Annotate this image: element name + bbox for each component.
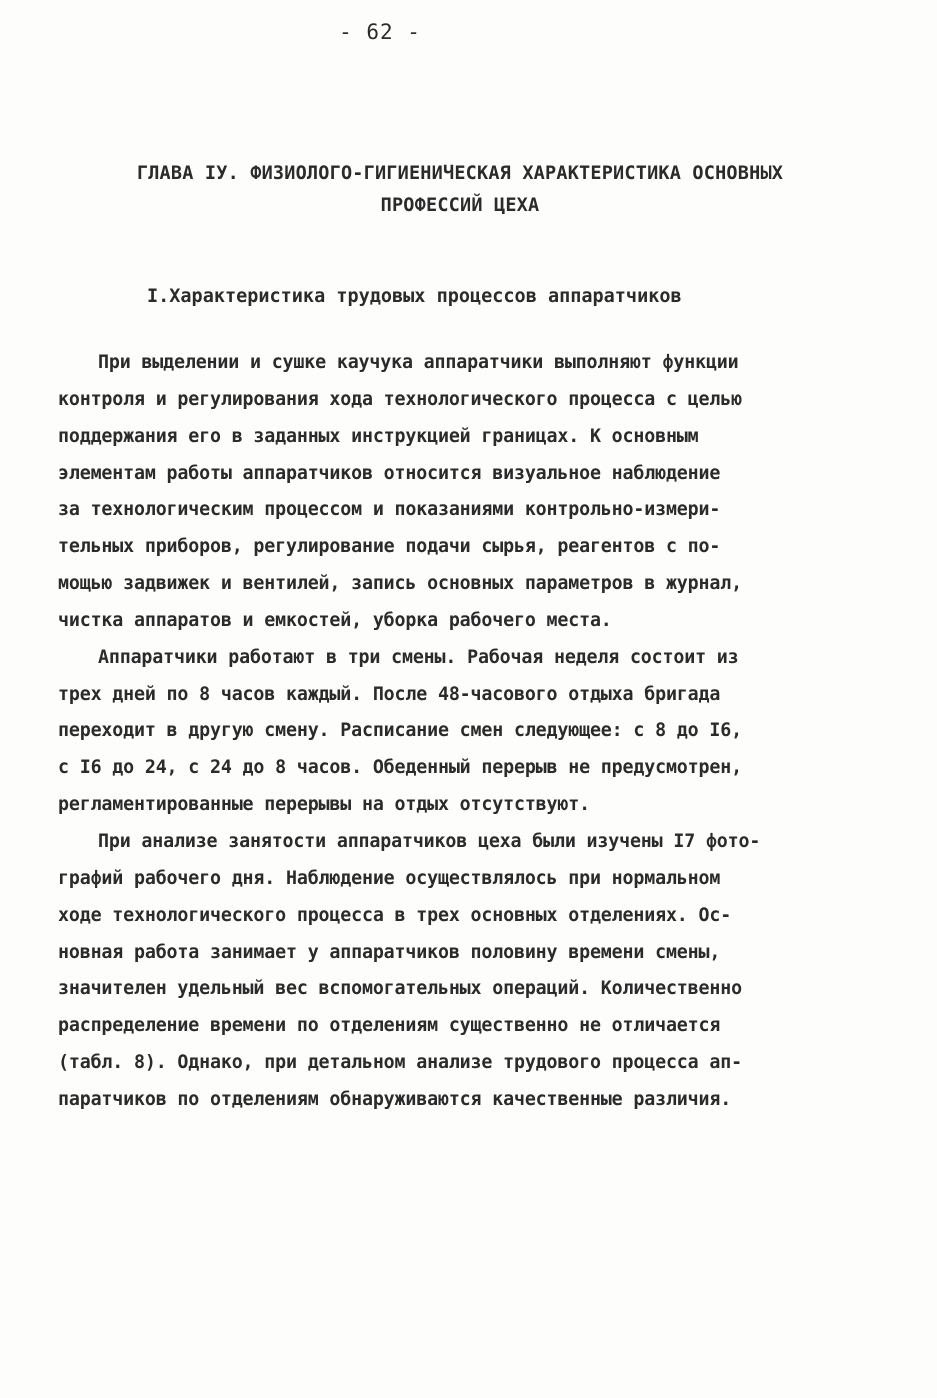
paragraph-line: регламентированные перерывы на отдых отсутствуют. xyxy=(58,794,590,816)
paragraph-line: трех дней по 8 часов каждый. После 48-часового отдыха бригада xyxy=(58,683,721,705)
paragraph-line: мощью задвижек и вентилей, запись основных параметров в журнал, xyxy=(58,573,742,595)
chapter-title-line: ГЛАВА IУ. ФИЗИОЛОГО-ГИГИЕНИЧЕСКАЯ ХАРАКТЕРИСТИКА ОСНОВНЫХ xyxy=(136,163,784,184)
paragraph-line: переходит в другую смену. Расписание смен следующее: с 8 до I6, xyxy=(58,720,742,742)
paragraph-line: При анализе занятости аппаратчиков цеха были изучены I7 фото- xyxy=(98,830,761,852)
body-text xyxy=(58,345,888,1119)
paragraph-line: ходе технологического процесса в трех основных отделениях. Ос- xyxy=(58,904,732,926)
paragraph-line: элементам работы аппаратчиков относится визуальное наблюдение xyxy=(58,462,721,484)
paragraph-line: паратчиков по отделениям обнаруживаются качественные различия. xyxy=(58,1088,732,1110)
page-number: - 62 - xyxy=(339,20,421,44)
paragraph-line: значителен удельный вес вспомогательных операций. Количественно xyxy=(58,978,742,1000)
paragraph-line: (табл. 8). Однако, при детальном анализе трудового процесса ап- xyxy=(58,1052,742,1074)
paragraph-line: распределение времени по отделениям существенно не отличается xyxy=(58,1015,721,1037)
paragraph-line: Аппаратчики работают в три смены. Рабочая неделя состоит из xyxy=(98,646,739,668)
section-title: I.Характеристика трудовых процессов аппаратчиков xyxy=(147,286,682,307)
chapter-title-line: ПРОФЕССИЙ ЦЕХА xyxy=(380,195,540,216)
paragraph-line: графий рабочего дня. Наблюдение осуществлялось при нормальном xyxy=(58,867,721,889)
paragraph-line: тельных приборов, регулирование подачи сырья, реагентов с по- xyxy=(58,536,721,558)
paragraph-line: поддержания его в заданных инструкцией границах. К основным xyxy=(58,425,699,447)
paragraph-line: При выделении и сушке каучука аппаратчики выполняют функции xyxy=(98,352,739,373)
paragraph-line: контроля и регулирования хода технологического процесса с целью xyxy=(58,388,742,410)
paragraph-line: чистка аппаратов и емкостей, уборка рабочего места. xyxy=(58,609,612,631)
paragraph-line: за технологическим процессом и показаниями контрольно-измери- xyxy=(58,499,721,521)
chapter-title xyxy=(80,158,840,222)
paragraph-line: с I6 до 24, с 24 до 8 часов. Обеденный перерыв не предусмотрен, xyxy=(58,757,742,779)
paragraph-line: новная работа занимает у аппаратчиков половину времени смены, xyxy=(58,941,721,963)
